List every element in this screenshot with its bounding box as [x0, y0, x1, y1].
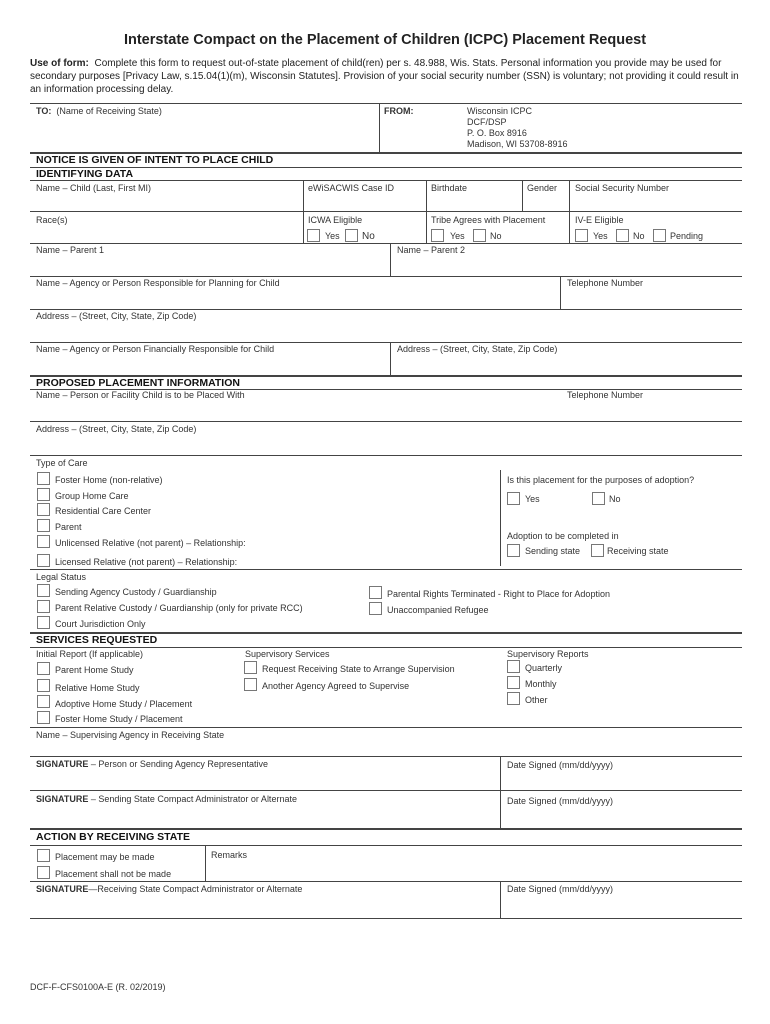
ive-yes-checkbox[interactable] [575, 229, 588, 242]
ive-eligible-label: IV-E Eligible [575, 215, 624, 225]
identifying-data-heading: IDENTIFYING DATA [36, 168, 134, 180]
agency-planning-field[interactable]: Name – Agency or Person Responsible for Planning for Child [36, 278, 280, 288]
care-unlicensed-relative-checkbox[interactable] [37, 535, 50, 548]
financial-address-field[interactable]: Address – (Street, City, State, Zip Code) [397, 344, 558, 354]
from-label: FROM: [384, 106, 414, 116]
agency-telephone-field[interactable]: Telephone Number [567, 278, 644, 288]
care-option-label: Unlicensed Relative (not parent) – Relationship: [55, 538, 246, 548]
signature-sending-representative[interactable] [36, 759, 268, 769]
placement-address-field[interactable]: Address – (Street, City, State, Zip Code) [36, 424, 197, 434]
to-field[interactable] [36, 106, 162, 116]
legal-option-label: Parent Relative Custody / Guardianship (only for private RCC) [55, 603, 303, 613]
icwa-yes-label: Yes [325, 231, 340, 241]
from-line-2: DCF/DSP [467, 117, 507, 127]
supervisory-services-label: Supervisory Services [245, 649, 330, 659]
initial-option-label: Relative Home Study [55, 683, 140, 693]
notice-heading: NOTICE IS GIVEN OF INTENT TO PLACE CHILD [36, 154, 274, 166]
signature-word: SIGNATURE [36, 759, 89, 769]
adoption-sending-state-checkbox[interactable] [507, 544, 520, 557]
ive-pending-label: Pending [670, 231, 704, 241]
supervisory-reports-label: Supervisory Reports [507, 649, 589, 659]
legal-status-label: Legal Status [36, 572, 87, 582]
financial-agency-field[interactable]: Name – Agency or Person Financially Responsible for Child [36, 344, 275, 354]
ewisacwis-case-id-field[interactable]: eWiSACWIS Case ID [308, 183, 395, 193]
adoption-no-label: No [609, 494, 621, 504]
form-number-footer: DCF-F-CFS0100A-E (R. 02/2019) [30, 982, 166, 992]
gender-field[interactable]: Gender [527, 183, 558, 193]
date-signed-1-field[interactable]: Date Signed (mm/dd/yyyy) [507, 760, 614, 770]
adoption-no-checkbox[interactable] [592, 492, 605, 505]
icwa-eligible-label: ICWA Eligible [308, 215, 363, 225]
legal-sending-agency-checkbox[interactable] [37, 584, 50, 597]
action-option-label: Placement shall not be made [55, 869, 172, 879]
ssn-field[interactable]: Social Security Number [575, 183, 670, 193]
legal-rights-terminated-checkbox[interactable] [369, 586, 382, 599]
receiving-state-label: Receiving state [607, 546, 669, 556]
care-option-label: Licensed Relative (not parent) – Relationship: [55, 557, 238, 567]
signature-role: – Sending State Compact Administrator or Alternate [88, 794, 297, 804]
parent-1-field[interactable]: Name – Parent 1 [36, 245, 105, 255]
remarks-field[interactable]: Remarks [211, 850, 248, 860]
legal-refugee-checkbox[interactable] [369, 602, 382, 615]
icwa-yes-checkbox[interactable] [307, 229, 320, 242]
child-name-field[interactable]: Name – Child (Last, First MI) [36, 183, 152, 193]
ive-no-label: No [633, 231, 645, 241]
sending-state-label: Sending state [525, 546, 581, 556]
another-agency-checkbox[interactable] [244, 678, 257, 691]
icwa-no-label: No [362, 231, 375, 242]
adoption-question: Is this placement for the purposes of adoption? [507, 475, 695, 485]
legal-parent-relative-checkbox[interactable] [37, 600, 50, 613]
form-title: Interstate Compact on the Placement of Children (ICPC) Placement Request [123, 32, 647, 48]
tribe-yes-label: Yes [450, 231, 465, 241]
signature-word: SIGNATURE [36, 884, 89, 894]
relative-home-study-checkbox[interactable] [37, 679, 50, 692]
type-of-care-label: Type of Care [36, 458, 88, 468]
arrange-supervision-checkbox[interactable] [244, 661, 257, 674]
care-option-label: Foster Home (non-relative) [55, 475, 163, 485]
placement-telephone-field[interactable]: Telephone Number [567, 390, 644, 400]
care-option-label: Parent [55, 522, 82, 532]
ive-no-checkbox[interactable] [616, 229, 629, 242]
agency-address-field[interactable]: Address – (Street, City, State, Zip Code) [36, 311, 197, 321]
parent-2-field[interactable]: Name – Parent 2 [397, 245, 466, 255]
legal-option-label: Sending Agency Custody / Guardianship [55, 587, 217, 597]
date-signed-3-field[interactable]: Date Signed (mm/dd/yyyy) [507, 884, 614, 894]
placement-name-field[interactable]: Name – Person or Facility Child is to be Placed With [36, 390, 245, 400]
use-of-form-text [30, 57, 742, 96]
legal-court-jurisdiction-checkbox[interactable] [37, 616, 50, 629]
action-heading: ACTION BY RECEIVING STATE [36, 831, 191, 843]
supervisory-option-label: Another Agency Agreed to Supervise [262, 681, 410, 691]
initial-option-label: Adoptive Home Study / Placement [55, 699, 193, 709]
adoption-location-label: Adoption to be completed in [507, 531, 619, 541]
care-group-home-checkbox[interactable] [37, 488, 50, 501]
date-signed-2-field[interactable]: Date Signed (mm/dd/yyyy) [507, 796, 614, 806]
ive-yes-label: Yes [593, 231, 608, 241]
initial-option-label: Foster Home Study / Placement [55, 714, 183, 724]
use-of-form-label: Use of form: [30, 58, 89, 69]
placement-shall-not-be-made-checkbox[interactable] [37, 866, 50, 879]
adoption-yes-checkbox[interactable] [507, 492, 520, 505]
use-of-form-body: Complete this form to request out-of-state placement of child(ren) per s. 48.988, Wis. Stats. Personal information you provide may be used for secondary purposes [Privacy Law, s.15.04(1)(m), Wisconsin Statutes]. Provision of your social security number (SSN) is voluntary; not providing it could result in an information processing delay. [30, 58, 739, 95]
legal-option-label: Parental Rights Terminated - Right to Place for Adoption [387, 589, 610, 599]
care-parent-checkbox[interactable] [37, 519, 50, 532]
care-residential-checkbox[interactable] [37, 503, 50, 516]
initial-option-label: Parent Home Study [55, 665, 134, 675]
report-option-label: Monthly [525, 679, 557, 689]
report-monthly-checkbox[interactable] [507, 676, 520, 689]
to-hint: (Name of Receiving State) [56, 106, 162, 116]
from-line-3: P. O. Box 8916 [467, 128, 527, 138]
care-option-label: Group Home Care [55, 491, 129, 501]
placement-may-be-made-checkbox[interactable] [37, 849, 50, 862]
initial-report-label: Initial Report (If applicable) [36, 649, 144, 659]
icwa-no-checkbox[interactable] [345, 229, 358, 242]
ive-pending-checkbox[interactable] [653, 229, 666, 242]
legal-option-label: Court Jurisdiction Only [55, 619, 146, 629]
signature-receiving-administrator[interactable] [36, 884, 302, 894]
placement-heading: PROPOSED PLACEMENT INFORMATION [36, 377, 240, 389]
birthdate-field[interactable]: Birthdate [431, 183, 468, 193]
to-label: TO: [36, 106, 52, 116]
adoption-receiving-state-checkbox[interactable] [591, 544, 604, 557]
report-option-label: Other [525, 695, 548, 705]
adoption-yes-label: Yes [525, 494, 540, 504]
signature-compact-administrator[interactable] [36, 794, 297, 804]
races-field[interactable]: Race(s) [36, 215, 68, 225]
parent-home-study-checkbox[interactable] [37, 662, 50, 675]
legal-option-label: Unaccompanied Refugee [387, 605, 489, 615]
tribe-yes-checkbox[interactable] [431, 229, 444, 242]
report-option-label: Quarterly [525, 663, 563, 673]
tribe-agrees-label: Tribe Agrees with Placement [431, 215, 546, 225]
signature-role: – Person or Sending Agency Representative [88, 759, 268, 769]
signature-role: —Receiving State Compact Administrator or Alternate [88, 884, 303, 894]
adoptive-home-study-checkbox[interactable] [37, 695, 50, 708]
care-option-label: Residential Care Center [55, 506, 152, 516]
from-line-4: Madison, WI 53708-8916 [467, 139, 568, 149]
from-line-1: Wisconsin ICPC [467, 106, 533, 116]
supervising-agency-field[interactable]: Name – Supervising Agency in Receiving State [36, 730, 225, 740]
foster-home-study-checkbox[interactable] [37, 711, 50, 724]
care-licensed-relative-checkbox[interactable] [37, 554, 50, 567]
care-foster-home-checkbox[interactable] [37, 472, 50, 485]
action-option-label: Placement may be made [55, 852, 155, 862]
tribe-no-label: No [490, 231, 502, 241]
services-heading: SERVICES REQUESTED [36, 634, 158, 646]
report-other-checkbox[interactable] [507, 692, 520, 705]
signature-word: SIGNATURE [36, 794, 89, 804]
supervisory-option-label: Request Receiving State to Arrange Supervision [262, 664, 455, 674]
tribe-no-checkbox[interactable] [473, 229, 486, 242]
report-quarterly-checkbox[interactable] [507, 660, 520, 673]
